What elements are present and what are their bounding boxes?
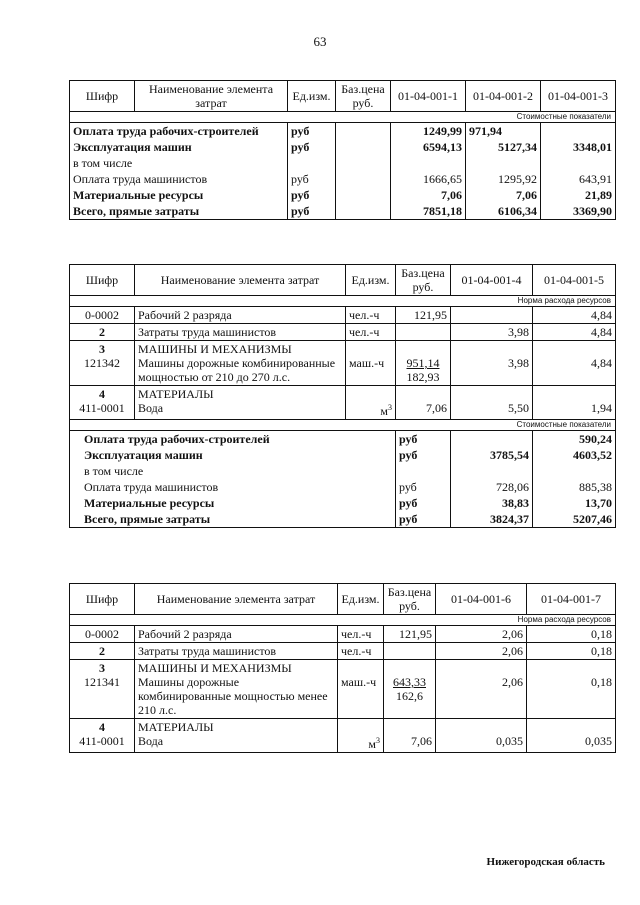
section-title: МАТЕРИАЛЫ: [138, 720, 214, 734]
row-value-3: [541, 123, 616, 140]
materials-section-row: [70, 719, 616, 753]
row-name: Рабочий 2 разряда: [135, 626, 338, 643]
material-value-1: 5,50: [508, 401, 529, 415]
row-value-1: 3824,37: [451, 511, 533, 528]
machine-unit: маш.-ч: [349, 356, 385, 370]
section-title: МАТЕРИАЛЫ: [138, 387, 214, 401]
table-row: [70, 324, 616, 341]
table-row: [70, 171, 616, 187]
row-price: [384, 660, 436, 719]
row-value-1: 7851,18: [391, 203, 466, 220]
section-code: [70, 719, 135, 753]
table-header-row: [70, 81, 616, 112]
row-price: [396, 341, 451, 386]
table-row: [70, 139, 616, 155]
header-price: Баз.цена руб.: [396, 265, 451, 296]
header-price: Баз.цена руб.: [384, 584, 436, 615]
row-unit: руб: [396, 447, 451, 463]
row-name: Оплата труда машинистов: [70, 479, 396, 495]
row-code: 2: [70, 324, 135, 341]
row-unit: чел.-ч: [338, 626, 384, 643]
machine-value-1: 2,06: [502, 675, 523, 689]
row-name: Материальные ресурсы: [70, 495, 396, 511]
section-cell: [135, 386, 346, 420]
row-value-1: 1249,99: [391, 123, 466, 140]
row-value-1: [451, 341, 533, 386]
header-name: Наименование элемента затрат: [135, 584, 338, 615]
unit-superscript: 3: [376, 736, 380, 745]
row-value-1: [451, 307, 533, 324]
row-unit: руб: [288, 171, 336, 187]
row-name: Оплата труда машинистов: [70, 171, 288, 187]
machine-name: Машины дорожные комбинированные мощностью от 210 до 270 л.с.: [138, 356, 336, 384]
header-code: Шифр: [70, 584, 135, 615]
table-row: [70, 643, 616, 660]
section-number: 3: [99, 342, 105, 356]
row-value-1: [451, 386, 533, 420]
caption-row: [70, 615, 616, 626]
row-unit: [288, 155, 336, 171]
header-norm-6: 01-04-001-6: [436, 584, 527, 615]
row-value-1: 1666,65: [391, 171, 466, 187]
header-norm-2: 01-04-001-2: [466, 81, 541, 112]
row-value-1: [436, 719, 527, 753]
row-value-2: [527, 660, 616, 719]
row-value-2: [533, 341, 616, 386]
row-unit: чел.-ч: [346, 307, 396, 324]
table-row: [70, 463, 616, 479]
row-name: Всего, прямые затраты: [70, 203, 288, 220]
material-price: 7,06: [426, 401, 447, 415]
header-norm-3: 01-04-001-3: [541, 81, 616, 112]
row-value-1: [451, 463, 533, 479]
table-row: [70, 307, 616, 324]
table-row: [70, 187, 616, 203]
row-unit: [338, 660, 384, 719]
section-code: [70, 660, 135, 719]
row-unit: руб: [288, 187, 336, 203]
section-cell: [135, 719, 338, 753]
header-price: Баз.цена руб.: [336, 81, 391, 112]
material-value-1: 0,035: [496, 734, 523, 748]
row-price: [336, 139, 391, 155]
material-price: 7,06: [411, 734, 432, 748]
row-value-2: [466, 155, 541, 171]
machine-name: Машины дорожные комбинированные мощностью менее 210 л.с.: [138, 675, 328, 717]
row-value-3: 21,89: [541, 187, 616, 203]
row-value-1: [451, 431, 533, 448]
caption-row: [70, 112, 616, 123]
row-name: Оплата труда рабочих-строителей: [70, 123, 288, 140]
row-value-1: [436, 660, 527, 719]
row-price: 121,95: [384, 626, 436, 643]
row-unit: чел.-ч: [346, 324, 396, 341]
row-value-3: 3348,01: [541, 139, 616, 155]
row-price: [336, 155, 391, 171]
row-value-2: 0,18: [527, 626, 616, 643]
row-value-2: 1295,92: [466, 171, 541, 187]
table-row: [70, 495, 616, 511]
table-row: [70, 626, 616, 643]
section-cell: [135, 341, 346, 386]
row-name: Всего, прямые затраты: [70, 511, 396, 528]
row-value-1: [391, 155, 466, 171]
unit-base: м: [368, 737, 376, 751]
row-value-2: 6106,34: [466, 203, 541, 220]
row-value-2: [533, 386, 616, 420]
section-number: 3: [99, 661, 105, 675]
material-value-2: 1,94: [591, 401, 612, 415]
row-code: 0-0002: [70, 626, 135, 643]
table-row: [70, 511, 616, 528]
section-title: МАШИНЫ И МЕХАНИЗМЫ: [138, 661, 292, 675]
row-name: в том числе: [70, 155, 288, 171]
row-unit: чел.-ч: [338, 643, 384, 660]
row-name: Эксплуатация машин: [70, 139, 288, 155]
header-name: Наименование элемента затрат: [135, 81, 288, 112]
caption-cost-indicators: Стоимостные показатели: [70, 112, 616, 123]
cost-table-3: [69, 583, 616, 753]
material-value-2: 0,035: [585, 734, 612, 748]
row-value-2: 0,18: [527, 643, 616, 660]
machine-price: 643,33: [393, 675, 426, 689]
header-norm-1: 01-04-001-1: [391, 81, 466, 112]
section-number: 4: [99, 387, 105, 401]
row-value-2: 885,38: [533, 479, 616, 495]
table-row: [70, 155, 616, 171]
section-number: 4: [99, 720, 105, 734]
table-row: [70, 447, 616, 463]
section-code: [70, 341, 135, 386]
row-unit: [346, 341, 396, 386]
row-value-2: 590,24: [533, 431, 616, 448]
row-price: [336, 187, 391, 203]
page-number: 63: [313, 34, 327, 49]
header-name: Наименование элемента затрат: [135, 265, 346, 296]
row-unit: руб: [396, 495, 451, 511]
row-unit: руб: [396, 479, 451, 495]
caption-row: [70, 420, 616, 431]
table-row: [70, 203, 616, 220]
row-price: [396, 324, 451, 341]
row-value-1: 3,98: [451, 324, 533, 341]
row-value-1: 728,06: [451, 479, 533, 495]
row-value-2: 971,94: [466, 123, 541, 140]
row-value-3: 3369,90: [541, 203, 616, 220]
row-value-2: 7,06: [466, 187, 541, 203]
row-unit: [346, 386, 396, 420]
header-norm-5: 01-04-001-5: [533, 265, 616, 296]
row-unit: руб: [396, 431, 451, 448]
table-row: [70, 123, 616, 140]
row-price: [384, 643, 436, 660]
machine-price: 951,14: [406, 356, 440, 370]
row-price: [336, 171, 391, 187]
row-value-2: 5127,34: [466, 139, 541, 155]
row-value-3: [541, 155, 616, 171]
row-price: 121,95: [396, 307, 451, 324]
section-code: [70, 386, 135, 420]
row-code: 2: [70, 643, 135, 660]
row-value-2: 13,70: [533, 495, 616, 511]
machine-code: 121342: [84, 356, 120, 370]
material-unit: [341, 734, 380, 751]
row-value-2: 5207,46: [533, 511, 616, 528]
row-name: Оплата труда рабочих-строителей: [70, 431, 396, 448]
machine-value-1: 3,98: [508, 356, 529, 370]
caption-row: [70, 296, 616, 307]
row-value-1: 7,06: [391, 187, 466, 203]
footer-region: Нижегородская область: [486, 856, 605, 868]
material-name: Вода: [138, 734, 164, 748]
row-unit: руб: [396, 511, 451, 528]
machine-value-2: 4,84: [591, 356, 612, 370]
cost-table-1: [69, 80, 616, 220]
row-value-1: 2,06: [436, 643, 527, 660]
machine-value-2: 0,18: [591, 675, 612, 689]
table-row: [70, 431, 616, 448]
header-norm-7: 01-04-001-7: [527, 584, 616, 615]
material-code: 411-0001: [79, 734, 125, 748]
row-value-2: [527, 719, 616, 753]
row-price: [336, 203, 391, 220]
row-value-1: 38,83: [451, 495, 533, 511]
machine-code: 121341: [84, 675, 120, 689]
material-code: 411-0001: [79, 401, 125, 415]
row-value-3: 643,91: [541, 171, 616, 187]
machines-section-row: [70, 341, 616, 386]
row-name: Материальные ресурсы: [70, 187, 288, 203]
caption-resource-norms: Норма расхода ресурсов: [70, 615, 616, 626]
row-value-2: [533, 463, 616, 479]
row-code: 0-0002: [70, 307, 135, 324]
row-price: [336, 123, 391, 140]
table-header-row: [70, 265, 616, 296]
table-row: [70, 479, 616, 495]
header-unit: Ед.изм.: [338, 584, 384, 615]
unit-superscript: 3: [388, 403, 392, 412]
material-name: Вода: [138, 401, 164, 415]
header-code: Шифр: [70, 81, 135, 112]
row-value-2: 4,84: [533, 324, 616, 341]
row-name: в том числе: [70, 463, 396, 479]
caption-cost-indicators: Стоимостные показатели: [70, 420, 616, 431]
row-value-2: 4603,52: [533, 447, 616, 463]
materials-section-row: [70, 386, 616, 420]
machine-unit: маш.-ч: [341, 675, 377, 689]
row-name: Затраты труда машинистов: [135, 643, 338, 660]
header-code: Шифр: [70, 265, 135, 296]
machine-price-operator: 162,6: [396, 689, 423, 703]
row-unit: [396, 463, 451, 479]
header-norm-4: 01-04-001-4: [451, 265, 533, 296]
row-unit: руб: [288, 123, 336, 140]
section-cell: [135, 660, 338, 719]
caption-resource-norms: Норма расхода ресурсов: [70, 296, 616, 307]
row-name: Рабочий 2 разряда: [135, 307, 346, 324]
row-name: Затраты труда машинистов: [135, 324, 346, 341]
machine-price-operator: 182,93: [406, 370, 440, 384]
row-price: [396, 386, 451, 420]
row-value-2: 4,84: [533, 307, 616, 324]
material-unit: [349, 401, 392, 418]
table-header-row: [70, 584, 616, 615]
row-unit: [338, 719, 384, 753]
header-unit: Ед.изм.: [288, 81, 336, 112]
header-unit: Ед.изм.: [346, 265, 396, 296]
row-price: [384, 719, 436, 753]
row-value-1: 6594,13: [391, 139, 466, 155]
machines-section-row: [70, 660, 616, 719]
cost-table-2: [69, 264, 616, 528]
row-value-1: 2,06: [436, 626, 527, 643]
section-title: МАШИНЫ И МЕХАНИЗМЫ: [138, 342, 292, 356]
unit-base: м: [380, 404, 388, 418]
row-name: Эксплуатация машин: [70, 447, 396, 463]
row-value-1: 3785,54: [451, 447, 533, 463]
row-unit: руб: [288, 139, 336, 155]
row-unit: руб: [288, 203, 336, 220]
